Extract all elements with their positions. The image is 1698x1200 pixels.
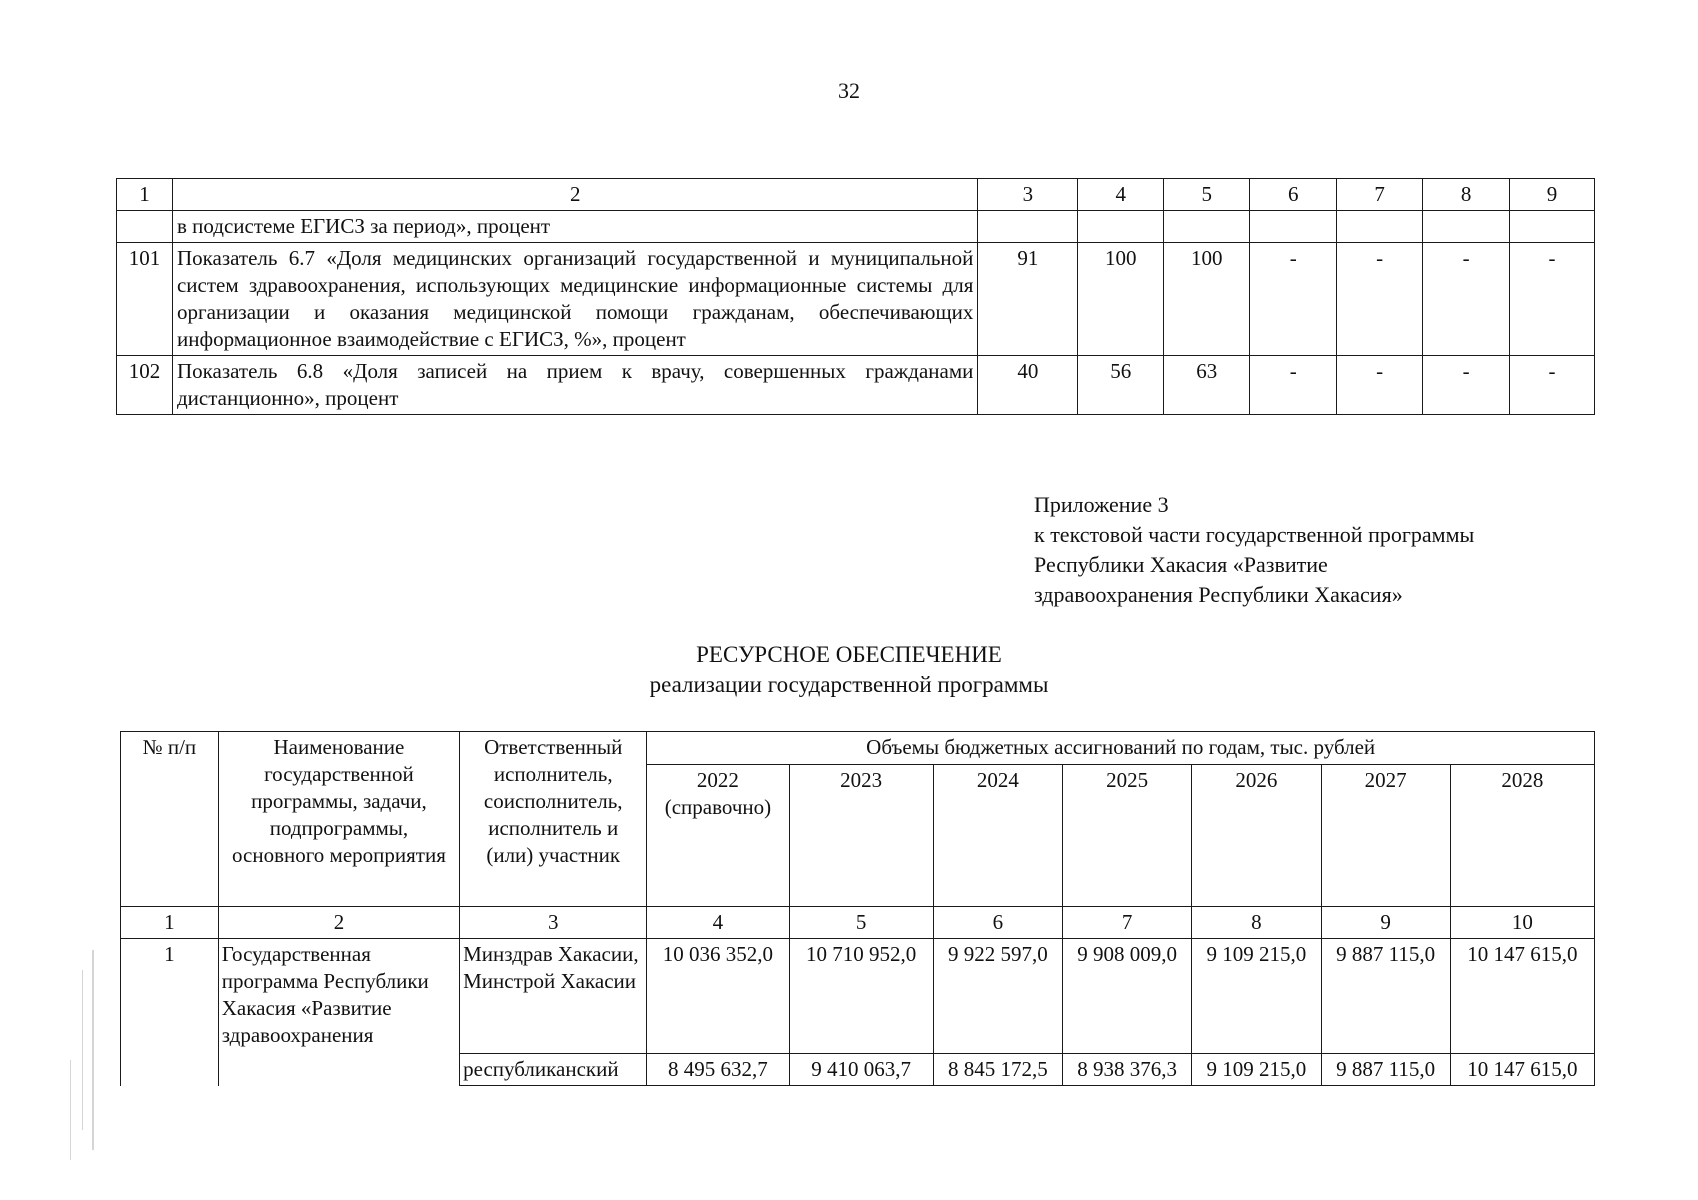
column-number: 4 (647, 907, 789, 939)
value-cell: 100 (1078, 243, 1164, 356)
value-cell: - (1337, 356, 1423, 415)
header-year: 2028 (1450, 765, 1594, 907)
responsible-executor: Минздрав Хакасии, Минстрой Хакасии (460, 939, 647, 1054)
column-number: 7 (1062, 907, 1191, 939)
header-cell: 2 (172, 179, 977, 211)
margin-stamp-mark (62, 940, 112, 1170)
amount-cell: 9 887 115,0 (1321, 1054, 1450, 1086)
value-cell (1510, 211, 1595, 243)
table-header-row (117, 179, 1595, 211)
value-cell: 40 (978, 356, 1078, 415)
header-year: 2025 (1062, 765, 1191, 907)
header-year: 2024 (933, 765, 1062, 907)
amount-cell: 10 147 615,0 (1450, 939, 1594, 1054)
value-cell: - (1510, 356, 1595, 415)
amount-cell: 8 495 632,7 (647, 1054, 789, 1086)
amount-cell: 9 410 063,7 (789, 1054, 933, 1086)
header-year: 2026 (1192, 765, 1321, 907)
amount-cell: 9 922 597,0 (933, 939, 1062, 1054)
annex-line: Республики Хакасия «Развитие (1034, 552, 1328, 577)
header-responsible: Ответственный исполнитель, соисполнитель, исполнитель и (или) участник (460, 732, 647, 907)
amount-cell: 9 887 115,0 (1321, 939, 1450, 1054)
title-line-2: реализации государственной программы (649, 672, 1049, 697)
annex-reference (1034, 490, 1594, 610)
value-cell: 56 (1078, 356, 1164, 415)
document-title (0, 640, 1698, 700)
row-number: 1 (121, 939, 219, 1086)
row-number: 101 (117, 243, 173, 356)
table-row (117, 211, 1595, 243)
amount-cell: 10 710 952,0 (789, 939, 933, 1054)
column-number: 5 (789, 907, 933, 939)
value-cell (1078, 211, 1164, 243)
program-name: Государственная программа Республики Хакасия «Развитие здравоохранения (218, 939, 459, 1086)
header-cell: 1 (117, 179, 173, 211)
row-number: 102 (117, 356, 173, 415)
indicator-text: Показатель 6.7 «Доля медицинских организаций государственной и муниципальной систем здравоохранения, использующих медицинские информационные системы для организации и оказания медицинской помощи гражданам, обеспечивающих информационное взаимодействие с ЕГИСЗ, %», процент (172, 243, 977, 356)
value-cell: - (1250, 356, 1337, 415)
header-cell: 3 (978, 179, 1078, 211)
header-volumes: Объемы бюджетных ассигнований по годам, тыс. рублей (647, 732, 1595, 765)
title-line-1: РЕСУРСНОЕ ОБЕСПЕЧЕНИЕ (696, 642, 1002, 667)
indicator-text: Показатель 6.8 «Доля записей на прием к врачу, совершенных гражданами дистанционно», процент (172, 356, 977, 415)
value-cell: - (1337, 243, 1423, 356)
annex-line: здравоохранения Республики Хакасия» (1034, 582, 1403, 607)
value-cell (1164, 211, 1250, 243)
column-number: 8 (1192, 907, 1321, 939)
amount-cell: 9 908 009,0 (1062, 939, 1191, 1054)
resource-table (120, 731, 1595, 1086)
header-number: № п/п (121, 732, 219, 907)
column-number: 3 (460, 907, 647, 939)
page-number: 32 (838, 78, 860, 103)
table-row (117, 243, 1595, 356)
amount-cell: 10 147 615,0 (1450, 1054, 1594, 1086)
header-year: 2027 (1321, 765, 1450, 907)
column-number: 9 (1321, 907, 1450, 939)
annex-line: к текстовой части государственной программы (1034, 522, 1475, 547)
column-number-row (121, 907, 1595, 939)
amount-cell: 8 938 376,3 (1062, 1054, 1191, 1086)
amount-cell: 9 109 215,0 (1192, 939, 1321, 1054)
header-year: 2022 (справочно) (647, 765, 789, 907)
header-cell: 7 (1337, 179, 1423, 211)
value-cell (1337, 211, 1423, 243)
budget-type: республиканский (460, 1054, 647, 1086)
value-cell: - (1510, 243, 1595, 356)
amount-cell: 8 845 172,5 (933, 1054, 1062, 1086)
header-cell: 9 (1510, 179, 1595, 211)
column-number: 10 (1450, 907, 1594, 939)
value-cell: 100 (1164, 243, 1250, 356)
amount-cell: 9 109 215,0 (1192, 1054, 1321, 1086)
table-row (121, 939, 1595, 1054)
annex-line: Приложение 3 (1034, 492, 1169, 517)
indicators-table (116, 178, 1595, 415)
value-cell (1423, 211, 1510, 243)
header-name: Наименование государственной программы, задачи, подпрограммы, основного мероприятия (218, 732, 459, 907)
value-cell: - (1423, 243, 1510, 356)
header-cell: 6 (1250, 179, 1337, 211)
header-cell: 5 (1164, 179, 1250, 211)
header-cell: 8 (1423, 179, 1510, 211)
value-cell (1250, 211, 1337, 243)
value-cell (978, 211, 1078, 243)
amount-cell: 10 036 352,0 (647, 939, 789, 1054)
value-cell: 63 (1164, 356, 1250, 415)
header-year: 2023 (789, 765, 933, 907)
value-cell: - (1423, 356, 1510, 415)
column-number: 1 (121, 907, 219, 939)
indicator-text: в подсистеме ЕГИСЗ за период», процент (172, 211, 977, 243)
column-number: 6 (933, 907, 1062, 939)
table-header-row (121, 732, 1595, 765)
row-number (117, 211, 173, 243)
value-cell: 91 (978, 243, 1078, 356)
column-number: 2 (218, 907, 459, 939)
value-cell: - (1250, 243, 1337, 356)
header-cell: 4 (1078, 179, 1164, 211)
table-row (117, 356, 1595, 415)
